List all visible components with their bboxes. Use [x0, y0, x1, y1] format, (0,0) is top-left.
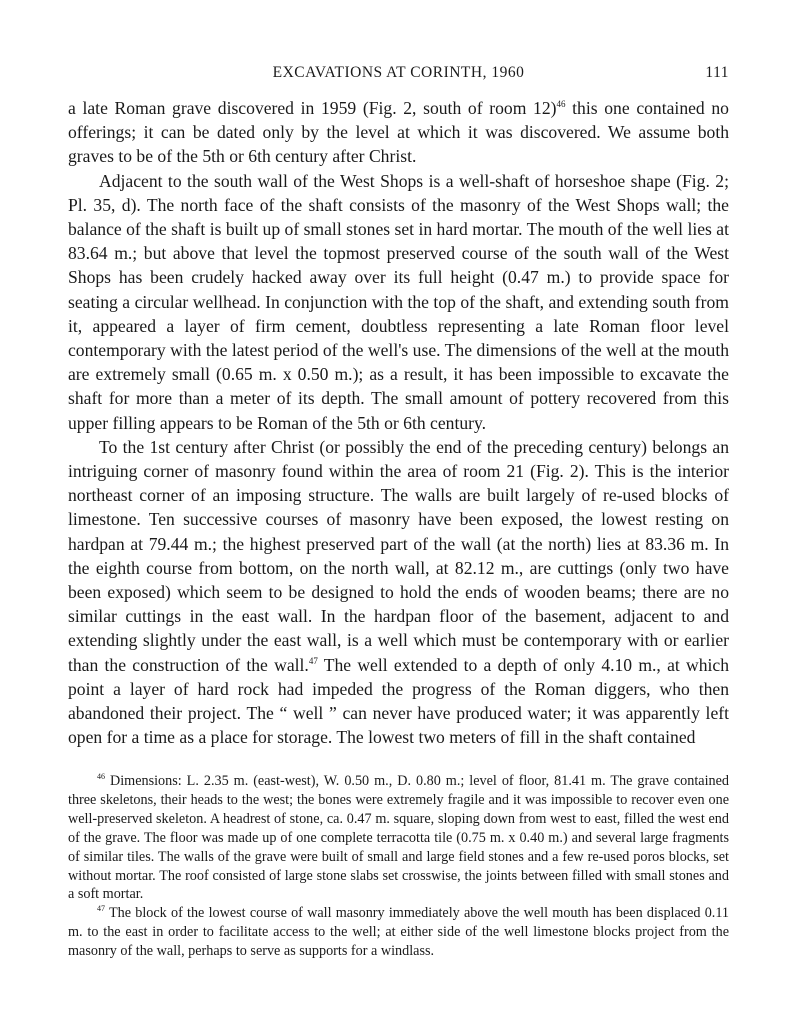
- paragraph-text: To the 1st century after Christ (or possibly the end of the preceding century) belongs an intriguing corner of masonry found within the area of room 21 (Fig. 2). This is the interior northeast corner of an imposing structure. The walls are built largely of re-used blocks of limestone. Ten successive courses of masonry have been exposed, the lowest resting on hardpan at 79.44 m.; the highest preserved part of the wall (at the north) lies at 83.36 m. In the eighth course from bottom, on the north wall, at 82.12 m., are cuttings (only two have been exposed) which seem to be designed to hold the ends of wooden beams; there are no similar cuttings in the east wall. In the hardpan floor of the basement, adjacent to and extending slightly under the east wall, is a well which must be contemporary with or earlier than the construction of the wall.: [68, 436, 729, 675]
- paragraph-3: [68, 435, 729, 750]
- running-title: EXCAVATIONS AT CORINTH, 1960: [272, 64, 525, 81]
- footnote-reference: 47: [308, 655, 318, 666]
- paragraph-text: The well extended to a depth of only 4.10 m., at which point a layer of hard rock had impeded the progress of the Roman diggers, who then abandoned their project. The “ well ” can never have produced water; it was apparently left open for a time as a place for storage. The lowest two meters of fill in the shaft contained: [68, 654, 730, 748]
- footnote-reference: 46: [556, 99, 566, 109]
- footnote-text: Dimensions: L. 2.35 m. (east-west), W. 0.50 m., D. 0.80 m.; level of floor, 81.41 m. The grave contained three skeletons, their heads to the west; the bones were extremely fragile and it was impossible to recover even one well-preserved skeleton. A headrest of stone, ca. 0.47 m. square, sloping down from west to east, filled the west end of the grave. The floor was made up of one complete terracotta tile (0.75 m. x 0.40 m.) and several large fragments of similar tiles. The walls of the grave were built of small and large field stones and a few re-used poros blocks, set without mortar. The roof consisted of large stone slabs set crosswise, the joints between filled with small stones and a soft mortar.: [68, 773, 729, 903]
- footnote-46: [68, 772, 729, 904]
- footnote-47: [68, 904, 729, 961]
- footnote-number: 47: [97, 904, 105, 914]
- body-text: [68, 96, 729, 749]
- paragraph-1: [68, 96, 729, 169]
- running-head: [68, 60, 729, 88]
- page: [68, 60, 730, 960]
- page-number: 111: [705, 64, 729, 81]
- paragraph-text: this one contained no offerings; it can be dated only by the level at which it was discovered. We assume both graves to be of the 5th or 6th century after Christ.: [68, 98, 729, 167]
- footnote-text: The block of the lowest course of wall masonry immediately above the well mouth has been displaced 0.11 m. to the east in order to facilitate access to the well; at either side of the well limestone blocks project from the masonry of the wall, perhaps to serve as supports for a windlass.: [68, 905, 729, 960]
- footnote-number: 46: [97, 772, 105, 781]
- footnotes: [68, 772, 729, 961]
- paragraph-text: a late Roman grave discovered in 1959 (Fig. 2, south of room 12): [68, 98, 557, 118]
- paragraph-2: Adjacent to the south wall of the West Shops is a well-shaft of horseshoe shape (Fig. 2; Pl. 35, d). The north face of the shaft consists of the masonry of the West Shops wall; the balance of the shaft is built up of small stones set in hard mortar. The mouth of the well lies at 83.64 m.; but above that level the topmost preserved course of the south wall of the West Shops has been crudely hacked away over its full height (0.47 m.) to provide space for seating a circular wellhead. In conjunction with the top of the shaft, and extending south from it, appeared a layer of firm cement, doubtless representing a late Roman floor level contemporary with the latest period of the well's use. The dimensions of the well at the mouth are extremely small (0.65 m. x 0.50 m.); as a result, it has been impossible to excavate the shaft for more than a meter of its depth. The small amount of pottery recovered from this upper filling appears to be Roman of the 5th or 6th century.: [68, 170, 729, 433]
